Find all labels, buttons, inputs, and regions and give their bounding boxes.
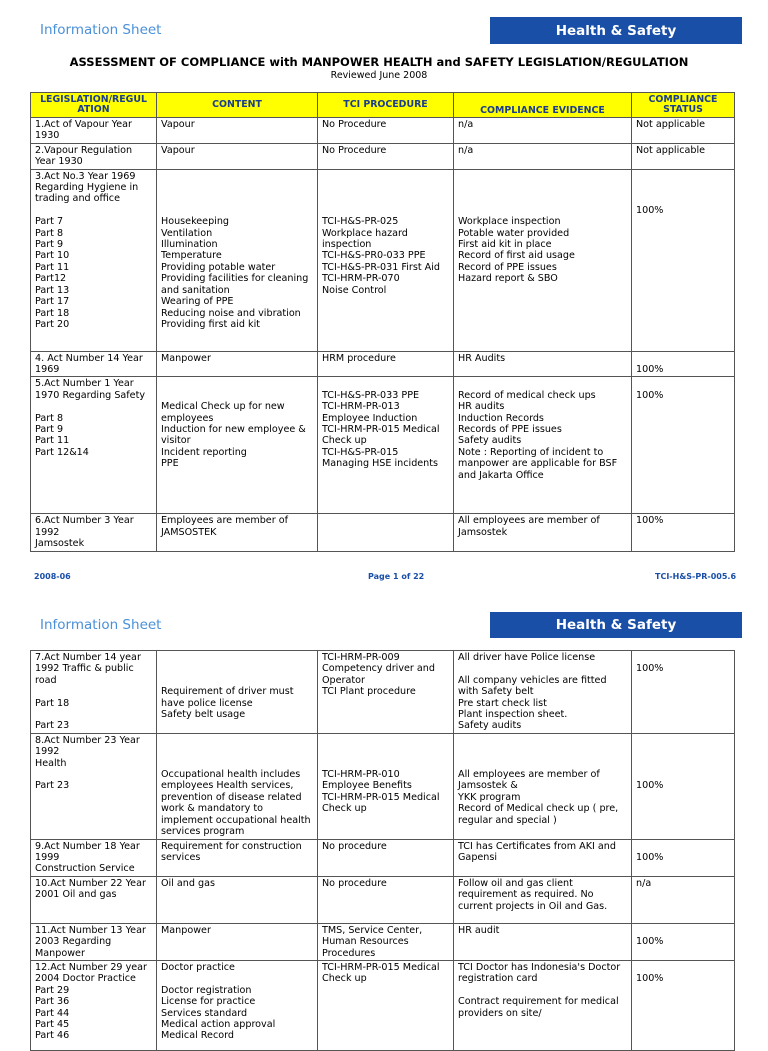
compliance-table-page-1: [30, 92, 735, 552]
table-cell: TCI-HRM-PR-009 Competency driver and Operator TCI Plant procedure: [318, 651, 454, 734]
column-header: TCI PROCEDURE: [318, 93, 454, 118]
table-cell: n/a: [454, 118, 632, 144]
table-cell: Follow oil and gas client requirement as required. No current projects in Oil and Gas.: [454, 876, 632, 923]
table-cell: 12.Act Number 29 year 2004 Doctor Practice Part 29 Part 36 Part 44 Part 45 Part 46: [31, 960, 157, 1050]
table-cell: Medical Check up for new employees Induction for new employee & visitor Incident reporting PPE: [157, 377, 318, 514]
compliance-table-page-2: [30, 650, 735, 1051]
table-cell: TCI-HRM-PR-010 Employee Benefits TCI-HRM-PR-015 Medical Check up: [318, 733, 454, 839]
table-cell: HR Audits: [454, 351, 632, 377]
table-row: [31, 377, 735, 514]
table-cell: Manpower: [157, 351, 318, 377]
table-cell: No Procedure: [318, 118, 454, 144]
table-row: [31, 514, 735, 551]
table-cell: TCI-H&S-PR-025 Workplace hazard inspection TCI-H&S-PR0-033 PPE TCI-H&S-PR-031 First Aid TCI-HRM-PR-070 Noise Control: [318, 169, 454, 351]
table-header-row: [31, 93, 735, 118]
table-cell: 3.Act No.3 Year 1969 Regarding Hygiene in trading and office Part 7 Part 8 Part 9 Part 10 Part 11 Part12 Part 13 Part 17 Part 18 Part 20: [31, 169, 157, 351]
table-row: [31, 876, 735, 923]
table-row: [31, 960, 735, 1050]
table-cell: 100%: [632, 960, 735, 1050]
table-cell: Record of medical check ups HR audits Induction Records Records of PPE issues Safety audits Note : Reporting of incident to manpower are applicable for BSF and Jakarta Office: [454, 377, 632, 514]
table-cell: Workplace inspection Potable water provided First aid kit in place Record of first aid usage Record of PPE issues Hazard report & SBO: [454, 169, 632, 351]
table-cell: Not applicable: [632, 118, 735, 144]
table-row: [31, 169, 735, 351]
table-cell: 5.Act Number 1 Year 1970 Regarding Safety Part 8 Part 9 Part 11 Part 12&14: [31, 377, 157, 514]
footer-page-number: Page 1 of 22: [368, 572, 425, 581]
table-cell: 100%: [632, 923, 735, 960]
info-sheet-title: Information Sheet: [40, 22, 162, 38]
table-cell: [318, 514, 454, 551]
table-cell: Doctor practice Doctor registration License for practice Services standard Medical action approval Medical Record: [157, 960, 318, 1050]
table-cell: TCI-H&S-PR-033 PPE TCI-HRM-PR-013 Employee Induction TCI-HRM-PR-015 Medical Check up TCI-H&S-PR-015 Managing HSE incidents: [318, 377, 454, 514]
table-cell: HR audit: [454, 923, 632, 960]
table-cell: n/a: [632, 876, 735, 923]
info-sheet-title: Information Sheet: [40, 617, 162, 633]
column-header: COMPLIANCE EVIDENCE: [454, 93, 632, 118]
page-2: [0, 597, 768, 1042]
table-cell: Oil and gas: [157, 876, 318, 923]
health-safety-banner: Health & Safety: [490, 17, 742, 44]
table-row: [31, 351, 735, 377]
table-cell: 4. Act Number 14 Year 1969: [31, 351, 157, 377]
table-cell: 100%: [632, 839, 735, 876]
table-cell: Not applicable: [632, 143, 735, 169]
table-cell: 8.Act Number 23 Year 1992 Health Part 23: [31, 733, 157, 839]
column-header: LEGISLATION/REGUL ATION: [31, 93, 157, 118]
table-cell: 100%: [632, 351, 735, 377]
table-cell: HRM procedure: [318, 351, 454, 377]
table-row: [31, 839, 735, 876]
table-cell: All employees are member of Jamsostek: [454, 514, 632, 551]
table-cell: TMS, Service Center, Human Resources Procedures: [318, 923, 454, 960]
table-cell: 100%: [632, 514, 735, 551]
table-row: [31, 143, 735, 169]
table-cell: 2.Vapour Regulation Year 1930: [31, 143, 157, 169]
table-cell: 100%: [632, 377, 735, 514]
table-cell: Requirement of driver must have police license Safety belt usage: [157, 651, 318, 734]
document-title: ASSESSMENT OF COMPLIANCE with MANPOWER HEALTH and SAFETY LEGISLATION/REGULATION: [69, 55, 689, 69]
page-header: [0, 0, 768, 48]
table-cell: Vapour: [157, 143, 318, 169]
table-cell: n/a: [454, 143, 632, 169]
table-cell: No procedure: [318, 876, 454, 923]
table-cell: Housekeeping Ventilation Illumination Temperature Providing potable water Providing facilities for cleaning and sanitation Wearing of PPE Reducing noise and vibration Providing first aid kit: [157, 169, 318, 351]
table-cell: TCI Doctor has Indonesia's Doctor registration card Contract requirement for medical providers on site/: [454, 960, 632, 1050]
table-cell: Requirement for construction services: [157, 839, 318, 876]
table-row: [31, 923, 735, 960]
table-cell: Vapour: [157, 118, 318, 144]
table-cell: No Procedure: [318, 143, 454, 169]
table-cell: 100%: [632, 651, 735, 734]
table-row: [31, 118, 735, 144]
table-row: [31, 733, 735, 839]
column-header: CONTENT: [157, 93, 318, 118]
table-cell: TCI has Certificates from AKI and Gapensi: [454, 839, 632, 876]
table-cell: 11.Act Number 13 Year 2003 Regarding Manpower: [31, 923, 157, 960]
health-safety-banner: Health & Safety: [490, 612, 742, 638]
column-header: COMPLIANCE STATUS: [632, 93, 735, 118]
table-cell: All driver have Police license All company vehicles are fitted with Safety belt Pre start check list Plant inspection sheet. Safety audits: [454, 651, 632, 734]
footer-date: 2008-06: [34, 572, 71, 581]
table-cell: 100%: [632, 169, 735, 351]
table-cell: Employees are member of JAMSOSTEK: [157, 514, 318, 551]
table-cell: TCI-HRM-PR-015 Medical Check up: [318, 960, 454, 1050]
document-subtitle: Reviewed June 2008: [330, 70, 428, 81]
footer-document-code: TCI-H&S-PR-005.6: [655, 572, 737, 581]
table-cell: Occupational health includes employees Health services, prevention of disease related work & mandatory to implement occupational health services program: [157, 733, 318, 839]
table-cell: 6.Act Number 3 Year 1992 Jamsostek: [31, 514, 157, 551]
table-cell: 7.Act Number 14 year 1992 Traffic & public road Part 18 Part 23: [31, 651, 157, 734]
table-cell: 100%: [632, 733, 735, 839]
table-cell: 9.Act Number 18 Year 1999 Construction Service: [31, 839, 157, 876]
table-cell: Manpower: [157, 923, 318, 960]
table-cell: 1.Act of Vapour Year 1930: [31, 118, 157, 144]
table-cell: All employees are member of Jamsostek & YKK program Record of Medical check up ( pre, regular and special ): [454, 733, 632, 839]
table-row: [31, 651, 735, 734]
table-cell: 10.Act Number 22 Year 2001 Oil and gas: [31, 876, 157, 923]
table-cell: No procedure: [318, 839, 454, 876]
page-header: [0, 597, 768, 645]
